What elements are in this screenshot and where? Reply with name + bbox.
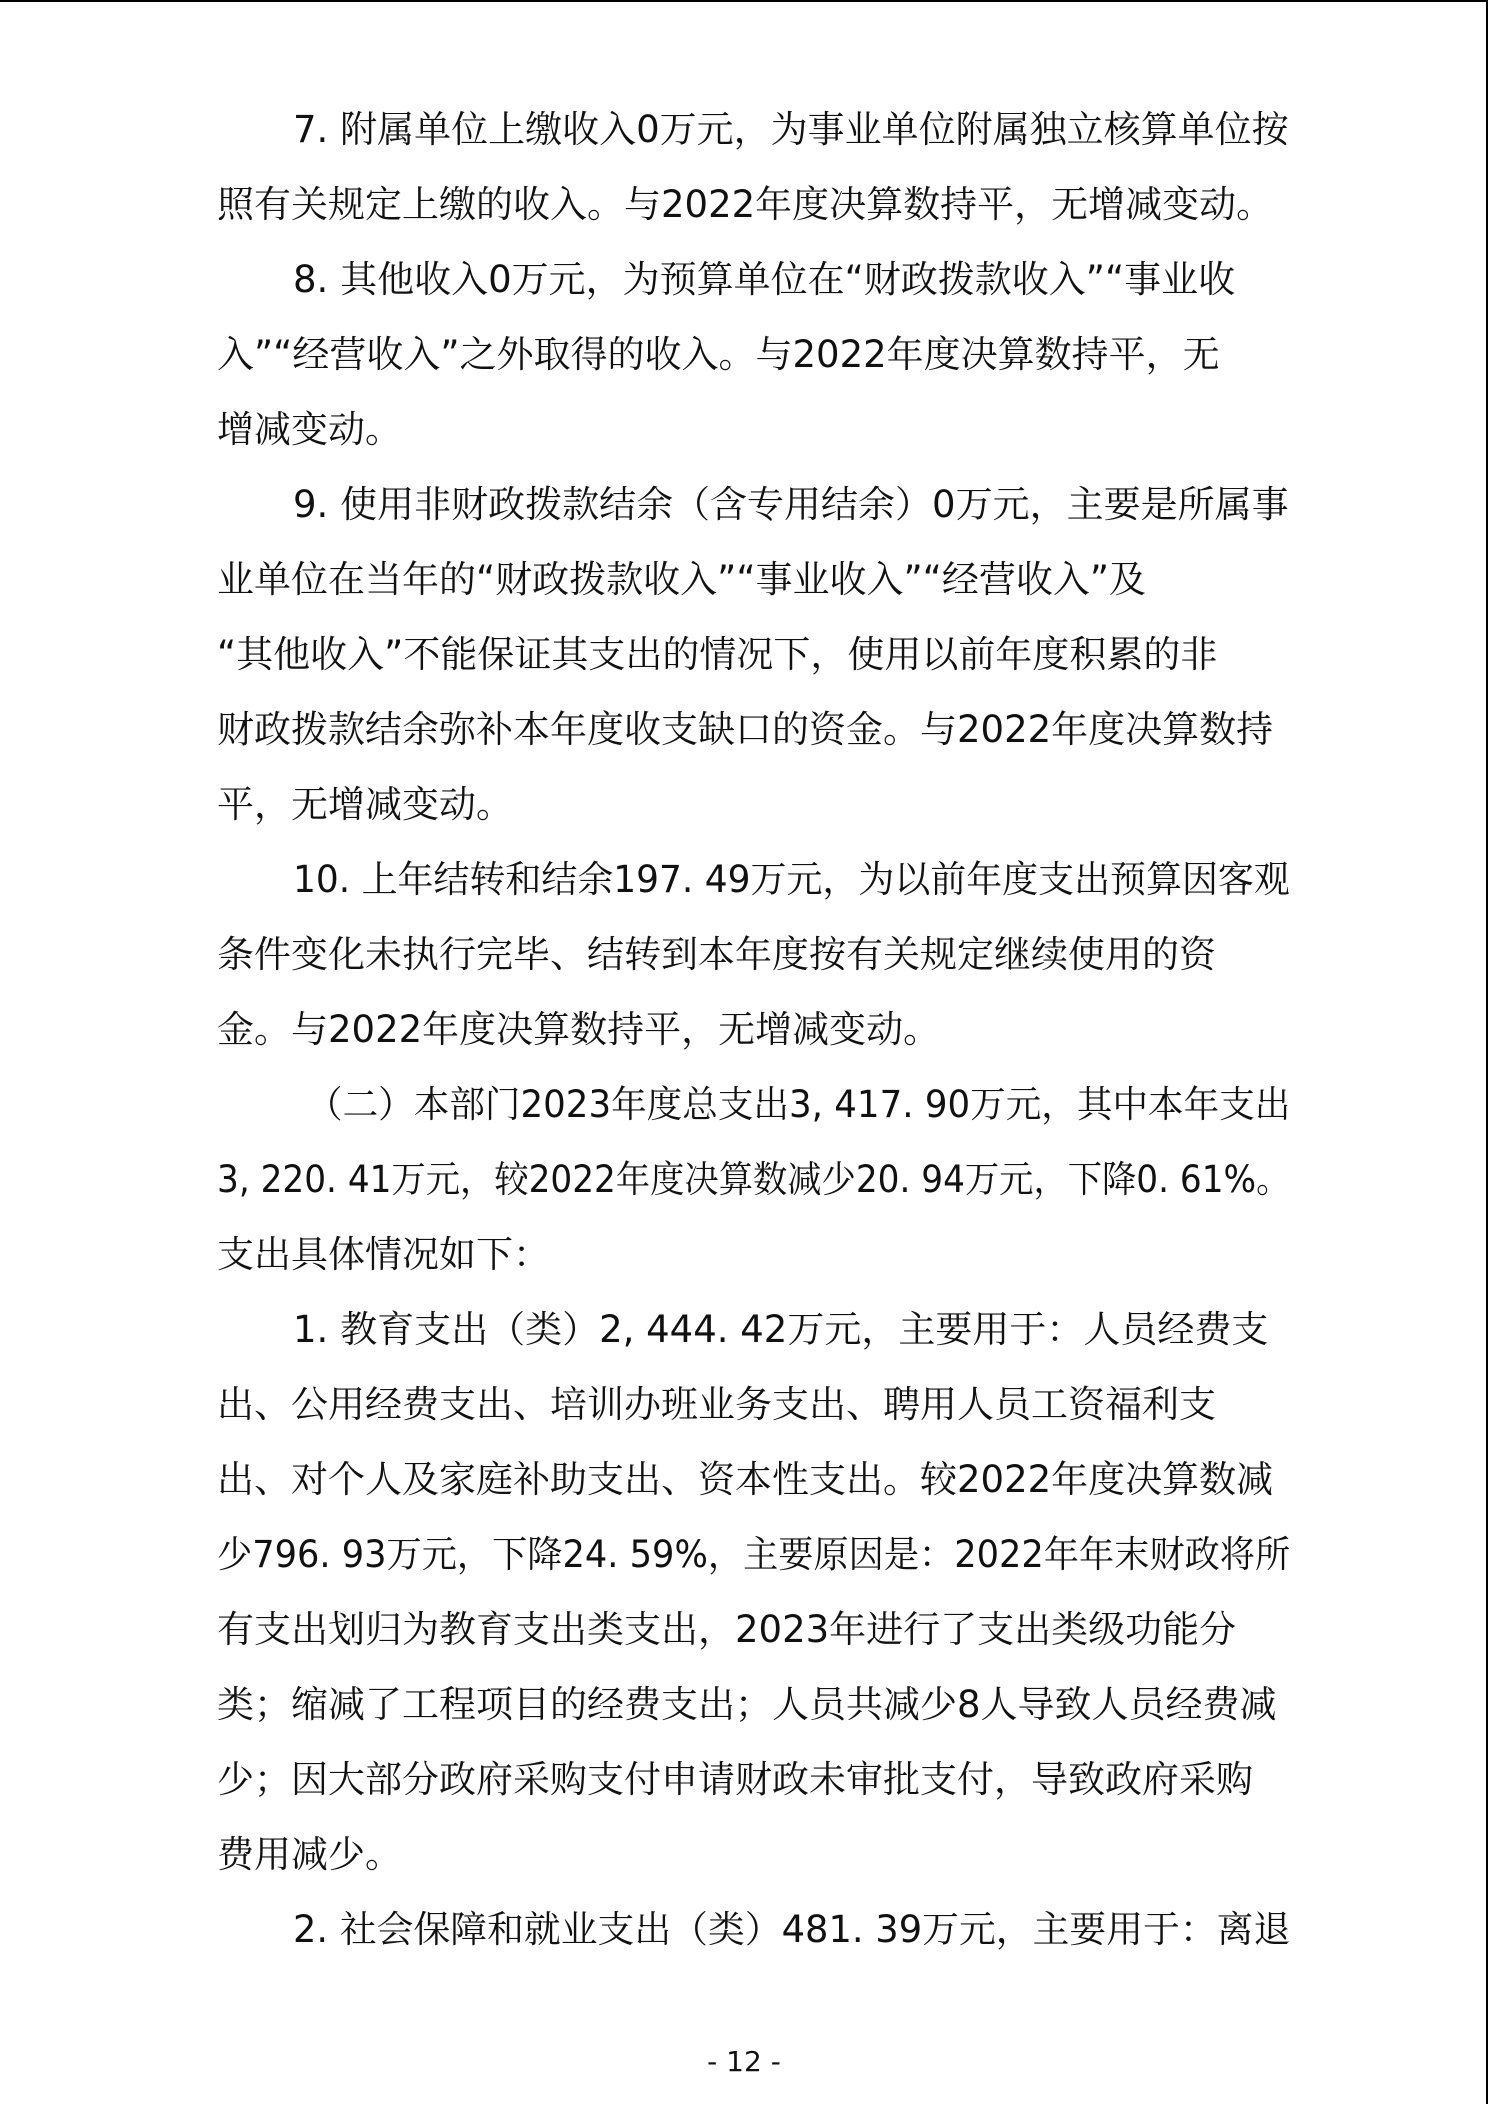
paragraph-line: 条件变化未执行完毕、结转到本年度按有关规定继续使用的资 bbox=[217, 933, 1216, 976]
paragraph-line: 费用减少。 bbox=[217, 1833, 402, 1876]
page-number: - 12 - bbox=[707, 2045, 781, 2078]
paragraph-line: 8. 其他收入0万元，为预算单位在“财政拨款收入”“事业收 bbox=[293, 258, 1236, 301]
paragraph-line: 平，无增减变动。 bbox=[217, 783, 513, 826]
paragraph-line: 7. 附属单位上缴收入0万元，为事业单位附属独立核算单位按 bbox=[293, 108, 1289, 151]
paragraph-line: 出、公用经费支出、培训办班业务支出、聘用人员工资福利支 bbox=[217, 1383, 1216, 1426]
paragraph-line: 增减变动。 bbox=[217, 408, 402, 451]
paragraph-line: 照有关规定上缴的收入。与2022年度决算数持平，无增减变动。 bbox=[217, 183, 1274, 226]
paragraph-line: 10. 上年结转和结余197. 49万元，为以前年度支出预算因客观 bbox=[293, 858, 1290, 901]
paragraph-line: 财政拨款结余弥补本年度收支缺口的资金。与2022年度决算数持 bbox=[217, 708, 1274, 751]
paragraph-line: 出、对个人及家庭补助支出、资本性支出。较2022年度决算数减 bbox=[217, 1458, 1274, 1501]
paragraph-line: 金。与2022年度决算数持平，无增减变动。 bbox=[217, 1008, 941, 1051]
paragraph-line: 少；因大部分政府采购支付申请财政未审批支付，导致政府采购 bbox=[217, 1758, 1253, 1801]
paragraph-line: 2. 社会保障和就业支出（类）481. 39万元，主要用于：离退 bbox=[293, 1908, 1291, 1951]
paragraph-line: 1. 教育支出（类）2, 444. 42万元，主要用于：人员经费支 bbox=[293, 1308, 1269, 1351]
paragraph-line: 业单位在当年的“财政拨款收入”“事业收入”“经营收入”及 bbox=[217, 558, 1147, 601]
paragraph-line: 3, 220. 41万元，较2022年度决算数减少20. 94万元，下降0. 61%。 bbox=[217, 1158, 1291, 1201]
section-heading-line: （二）本部门2023年度总支出3, 417. 90万元，其中本年支出 bbox=[307, 1083, 1291, 1126]
paragraph-line: 9. 使用非财政拨款结余（含专用结余）0万元，主要是所属事 bbox=[293, 483, 1289, 526]
paragraph-line: 有支出划归为教育支出类支出，2023年进行了支出类级功能分 bbox=[217, 1608, 1237, 1651]
paragraph-line: 类；缩减了工程项目的经费支出；人员共减少8人导致人员经费减 bbox=[217, 1683, 1277, 1726]
paragraph-line: 入”“经营收入”之外取得的收入。与2022年度决算数持平，无 bbox=[217, 333, 1220, 376]
paragraph-line: “其他收入”不能保证其支出的情况下，使用以前年度积累的非 bbox=[217, 633, 1218, 676]
paragraph-line: 支出具体情况如下： bbox=[217, 1233, 550, 1276]
paragraph-line: 少796. 93万元，下降24. 59%，主要原因是：2022年年末财政将所 bbox=[217, 1533, 1291, 1576]
